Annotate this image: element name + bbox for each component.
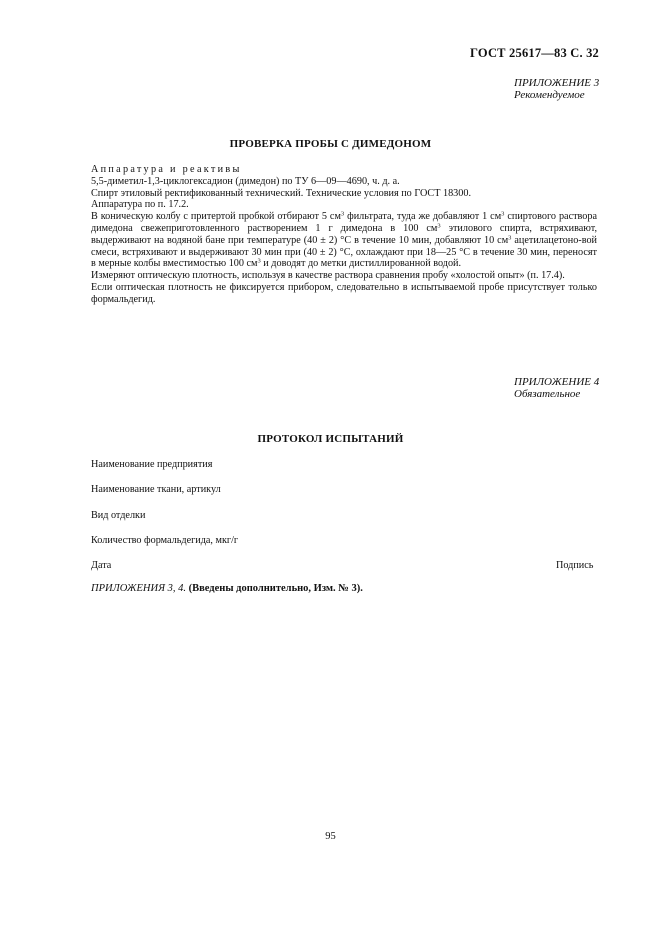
amendment-note — [91, 583, 363, 594]
field-date: Дата — [91, 560, 112, 571]
reagent-line-1: 5,5-диметил-1,3-циклогексадион (димедон) по ТУ 6—09—4690, ч. д. а. — [91, 175, 400, 187]
field-enterprise-name: Наименование предприятия — [91, 459, 213, 470]
field-formaldehyde-amount: Количество формальдегида, мкг/г — [91, 535, 239, 546]
page-number: 95 — [325, 831, 336, 842]
field-signature: Подпись — [556, 560, 594, 571]
amendment-note-text: (Введены дополнительно, Изм. № 3). — [188, 583, 363, 594]
appendix-4-label: ПРИЛОЖЕНИЕ 4 — [514, 376, 600, 388]
conclusion-paragraph: Если оптическая плотность не фиксируется прибором, следовательно в испытываемой пробе присутствует только формальдегид. — [91, 281, 597, 305]
field-fabric-name: Наименование ткани, артикул — [91, 484, 221, 495]
measurement-paragraph: Измеряют оптическую плотность, используя в качестве раствора сравнения пробу «холостой опыт» (п. 17.4). — [91, 270, 565, 282]
appendix-3-label-block — [514, 77, 599, 101]
amendment-note-label: ПРИЛОЖЕНИЯ 3, 4. — [91, 583, 186, 594]
appendix-3-status: Рекомендуемое — [514, 89, 585, 101]
procedure-paragraph: В коническую колбу с притертой пробкой отбирают 5 $см^3$ фильтрата, туда же добавляют 1 $см^3$ спиртового раствора димедона свежеприготовленного растворением 1 г димедона в 100 $см^3$ этилового спирта, встряхивают, выдерживают на водяной бане при температуре (40 ± 2) °С в течение 10 мин, добавляют 10 $см^3$ ацетилацетоно-вой смеси, встряхивают и выдерживают 30 мин при (40 ± 2) °С, охлаждают при 18—25 °С в течение 30 мин, переносят в мерные колбы вместимостью 100 $см^3$ и доводят до метки дистиллированной водой. — [91, 210, 597, 270]
apparatus-heading: Аппаратура и реактивы — [91, 164, 242, 175]
reagent-line-2: Спирт этиловый ректификованный технический. Технические условия по ГОСТ 18300. — [91, 187, 472, 199]
document-header: ГОСТ 25617—83 С. 32 — [470, 46, 599, 60]
appendix-3-label: ПРИЛОЖЕНИЕ 3 — [514, 77, 600, 89]
appendix-3-body — [91, 164, 597, 306]
appendix-3-title: ПРОВЕРКА ПРОБЫ С ДИМЕДОНОМ — [229, 138, 432, 150]
field-finish-type: Вид отделки — [91, 510, 146, 521]
appendix-4-status: Обязательное — [514, 388, 581, 400]
reagent-line-3: Аппаратура по п. 17.2. — [91, 199, 189, 211]
appendix-4-title: ПРОТОКОЛ ИСПЫТАНИЙ — [257, 433, 404, 445]
appendix-4-label-block — [514, 376, 599, 400]
